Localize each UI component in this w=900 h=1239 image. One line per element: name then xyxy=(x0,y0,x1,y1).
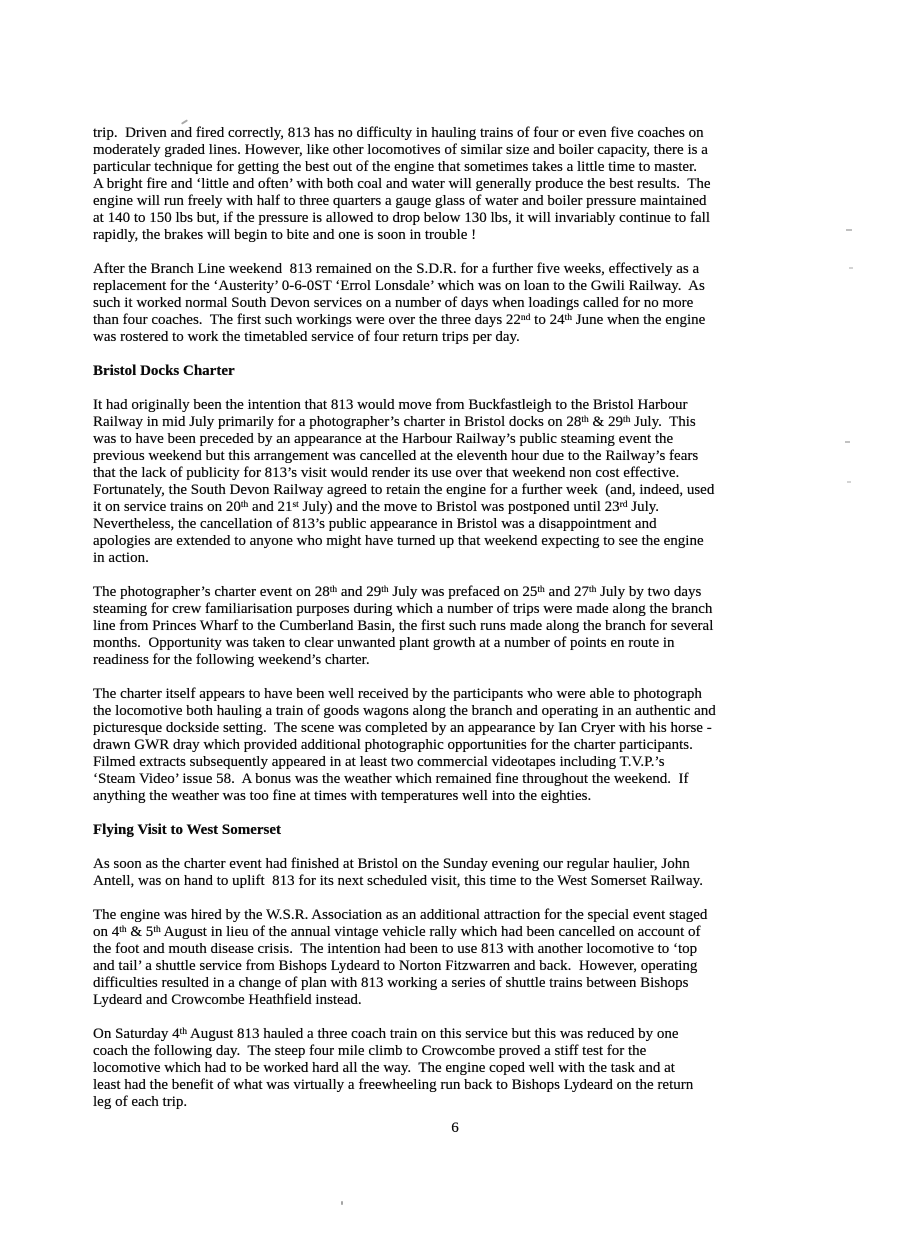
text-line: engine will run freely with half to three quarters a gauge glass of water and boiler pressure maintained xyxy=(93,193,707,209)
text-line: the foot and mouth disease crisis. The intention had been to use 813 with another locomotive to ‘top xyxy=(93,941,698,957)
text-line: picturesque dockside setting. The scene was completed by an appearance by Ian Cryer with his horse - xyxy=(93,720,712,736)
text-line: Fortunately, the South Devon Railway agreed to retain the engine for a further week (and, indeed, used xyxy=(93,482,715,498)
text-line: The engine was hired by the W.S.R. Association as an additional attraction for the special event staged xyxy=(93,907,708,923)
scan-artifact xyxy=(846,229,852,231)
paragraph xyxy=(93,856,817,890)
text-line: than four coaches. The first such workings were over the three days 22nd to 24th June when the engine xyxy=(93,312,706,328)
text-line: A bright fire and ‘little and often’ with both coal and water will generally produce the best results. The xyxy=(93,176,711,192)
text-line: The charter itself appears to have been well received by the participants who were able to photograph xyxy=(93,686,702,702)
text-line: trip. Driven and fired correctly, 813 has no difficulty in hauling trains of four or even five coaches on xyxy=(93,125,704,141)
scan-artifact xyxy=(849,267,853,269)
scan-artifact xyxy=(181,119,188,124)
page-number: 6 xyxy=(451,1120,459,1136)
text-line: least had the benefit of what was virtually a freewheeling run back to Bishops Lydeard on the return xyxy=(93,1077,694,1093)
text-line: coach the following day. The steep four mile climb to Crowcombe proved a stiff test for the xyxy=(93,1043,647,1059)
paragraph xyxy=(93,584,817,669)
text-line: Nevertheless, the cancellation of 813’s public appearance in Bristol was a disappointment and xyxy=(93,516,657,532)
paragraph xyxy=(93,261,817,346)
text-line: On Saturday 4th August 813 hauled a three coach train on this service but this was reduced by one xyxy=(93,1026,679,1042)
text-line: previous weekend but this arrangement was cancelled at the eleventh hour due to the Railway’s fears xyxy=(93,448,699,464)
text-line: such it worked normal South Devon services on a number of days when loadings called for no more xyxy=(93,295,694,311)
paragraph xyxy=(93,397,817,567)
text-line: anything the weather was too fine at times with temperatures well into the eighties. xyxy=(93,788,592,804)
text-line: apologies are extended to anyone who might have turned up that weekend expecting to see the engine xyxy=(93,533,704,549)
text-line: Lydeard and Crowcombe Heathfield instead. xyxy=(93,992,362,1008)
text-line: on 4th & 5th August in lieu of the annual vintage vehicle rally which had been cancelled on account of xyxy=(93,924,701,940)
text-line: After the Branch Line weekend 813 remained on the S.D.R. for a further five weeks, effectively as a xyxy=(93,261,700,277)
paragraph xyxy=(93,907,817,1009)
text-line: ‘Steam Video’ issue 58. A bonus was the weather which remained fine throughout the weekend. If xyxy=(93,771,689,787)
paragraph xyxy=(93,125,817,244)
section-heading: Flying Visit to West Somerset xyxy=(93,822,282,838)
text-line: months. Opportunity was taken to clear unwanted plant growth at a number of points en route in xyxy=(93,635,675,651)
text-line: Railway in mid July primarily for a photographer’s charter in Bristol docks on 28th & 29th July. This xyxy=(93,414,696,430)
text-line: and tail’ a shuttle service from Bishops Lydeard to Norton Fitzwarren and back. However, operating xyxy=(93,958,698,974)
text-line: the locomotive both hauling a train of goods wagons along the branch and operating in an authentic and xyxy=(93,703,716,719)
paragraph xyxy=(93,686,817,805)
section-heading: Bristol Docks Charter xyxy=(93,363,235,379)
text-line: that the lack of publicity for 813’s visit would render its use over that weekend non cost effective. xyxy=(93,465,680,481)
text-line: replacement for the ‘Austerity’ 0-6-0ST ‘Errol Lonsdale’ which was on loan to the Gwili Railway. As xyxy=(93,278,705,294)
text-line: was rostered to work the timetabled service of four return trips per day. xyxy=(93,329,520,345)
scan-artifact xyxy=(341,1201,343,1205)
text-line: leg of each trip. xyxy=(93,1094,188,1110)
text-line: readiness for the following weekend’s charter. xyxy=(93,652,370,668)
text-line: particular technique for getting the best out of the engine that sometimes takes a little time to master. xyxy=(93,159,697,175)
text-line: Filmed extracts subsequently appeared in at least two commercial videotapes including T.V.P.’s xyxy=(93,754,665,770)
text-line: line from Princes Wharf to the Cumberland Basin, the first such runs made along the branch for several xyxy=(93,618,714,634)
text-line: As soon as the charter event had finished at Bristol on the Sunday evening our regular haulier, John xyxy=(93,856,690,872)
text-line: rapidly, the brakes will begin to bite and one is soon in trouble ! xyxy=(93,227,477,243)
text-line: at 140 to 150 lbs but, if the pressure is allowed to drop below 130 lbs, it will invariably continue to fall xyxy=(93,210,710,226)
text-line: Antell, was on hand to uplift 813 for its next scheduled visit, this time to the West Somerset Railway. xyxy=(93,873,703,889)
text-line: it on service trains on 20th and 21st July) and the move to Bristol was postponed until 23rd July. xyxy=(93,499,660,515)
scan-artifact xyxy=(847,481,851,483)
text-line: locomotive which had to be worked hard all the way. The engine coped well with the task and at xyxy=(93,1060,675,1076)
paragraph xyxy=(93,1026,817,1111)
text-line: steaming for crew familiarisation purposes during which a number of trips were made along the branch xyxy=(93,601,713,617)
document-body xyxy=(93,125,817,1128)
text-line: moderately graded lines. However, like other locomotives of similar size and boiler capacity, there is a xyxy=(93,142,708,158)
text-line: The photographer’s charter event on 28th and 29th July was prefaced on 25th and 27th July by two days xyxy=(93,584,702,600)
text-line: was to have been preceded by an appearance at the Harbour Railway’s public steaming event the xyxy=(93,431,674,447)
scan-artifact xyxy=(845,441,850,443)
text-line: difficulties resulted in a change of plan with 813 working a series of shuttle trains between Bishops xyxy=(93,975,689,991)
text-line: in action. xyxy=(93,550,149,566)
text-line: drawn GWR dray which provided additional photographic opportunities for the charter participants. xyxy=(93,737,693,753)
text-line: It had originally been the intention that 813 would move from Buckfastleigh to the Bristol Harbour xyxy=(93,397,688,413)
